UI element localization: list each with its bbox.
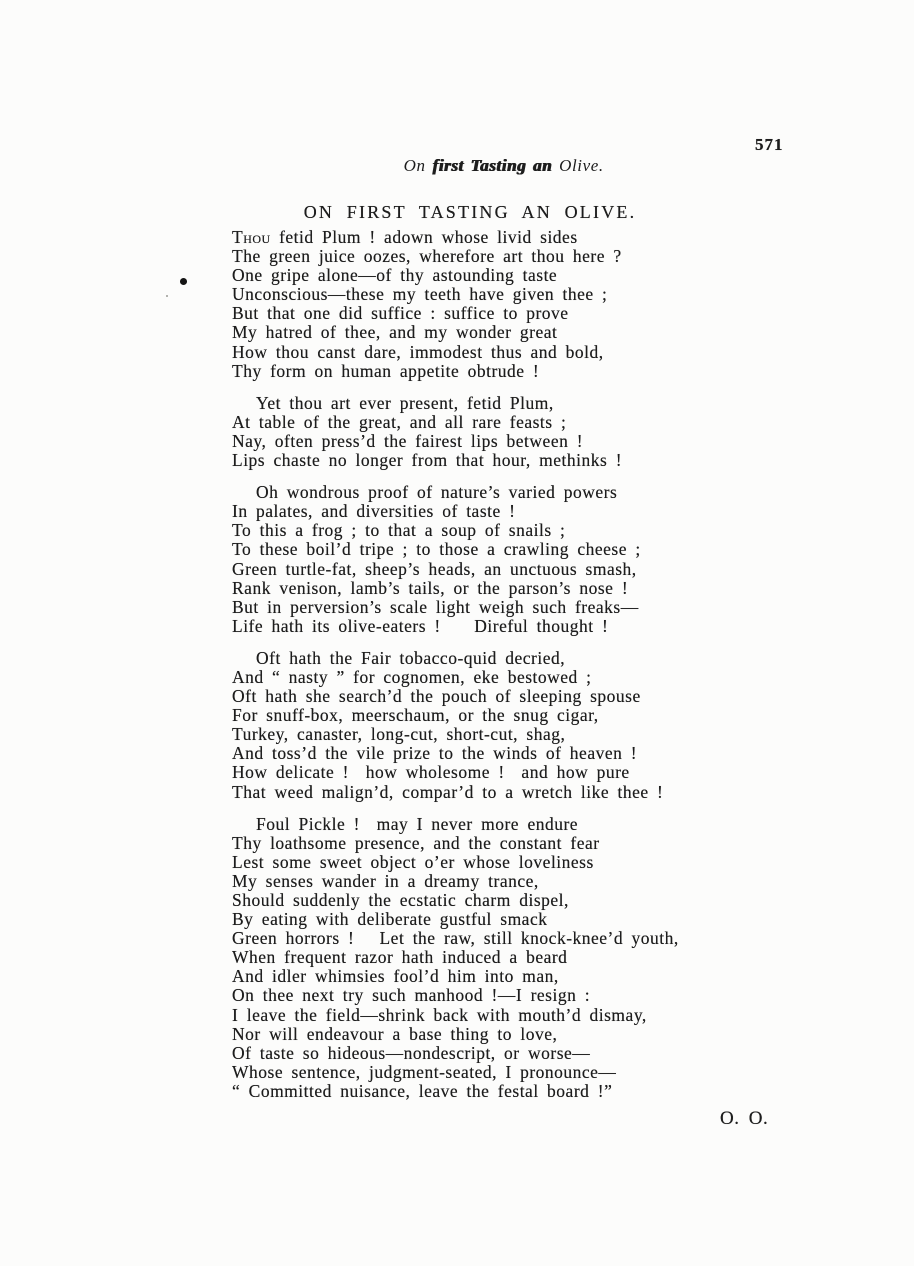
poem-line: At table of the great, and all rare feasts ; bbox=[232, 411, 567, 432]
running-head-pre: On bbox=[403, 156, 433, 175]
poem-line: One gripe alone—of thy astounding taste bbox=[232, 265, 558, 286]
poem-line: Life hath its olive-eaters ! Direful thought ! bbox=[232, 615, 609, 636]
poem-line: How delicate ! how wholesome ! and how pure bbox=[232, 762, 630, 783]
running-head-smeared-text: first Tasting an bbox=[432, 156, 553, 175]
poem-line: How thou canst dare, immodest thus and bold, bbox=[232, 341, 604, 362]
poem-line: When frequent razor hath induced a beard bbox=[232, 947, 568, 968]
stanza bbox=[232, 228, 872, 381]
poem-line: “ Committed nuisance, leave the festal board !” bbox=[232, 1080, 613, 1101]
poem-line: Thy form on human appetite obtrude ! bbox=[232, 360, 540, 381]
poem-line: On thee next try such manhood !—I resign : bbox=[232, 985, 591, 1006]
poem-line: And “ nasty ” for cognomen, eke bestowed ; bbox=[232, 666, 592, 687]
poem-line: But that one did suffice : suffice to prove bbox=[232, 303, 569, 324]
stanza bbox=[232, 815, 872, 1101]
running-head bbox=[230, 136, 750, 196]
poem-line: Unconscious—these my teeth have given thee ; bbox=[232, 284, 608, 305]
stanza bbox=[232, 394, 872, 470]
poem-line: Yet thou art ever present, fetid Plum, bbox=[256, 392, 554, 413]
stanza bbox=[232, 483, 872, 636]
running-head-post: Olive. bbox=[552, 156, 604, 175]
poem-line: Whose sentence, judgment-seated, I pronounce— bbox=[232, 1061, 617, 1082]
poem-line: Oft hath the Fair tobacco-quid decried, bbox=[256, 647, 566, 668]
poem-body bbox=[232, 228, 872, 1101]
poem-line: Green turtle-fat, sheep’s heads, an unctuous smash, bbox=[232, 558, 637, 579]
poem-line: Oft hath she search’d the pouch of sleeping spouse bbox=[232, 686, 641, 707]
poem-line: Nay, often press’d the fairest lips between ! bbox=[232, 430, 584, 451]
poem-line: The green juice oozes, wherefore art thou here ? bbox=[232, 246, 622, 267]
poem-line: That weed malign’d, compar’d to a wretch like thee ! bbox=[232, 781, 664, 802]
poem-line: And idler whimsies fool’d him into man, bbox=[232, 966, 559, 987]
poem-line: Rank venison, lamb’s tails, or the parson’s nose ! bbox=[232, 577, 629, 598]
poem-line: To this a frog ; to that a soup of snails ; bbox=[232, 520, 566, 541]
ink-speck bbox=[166, 295, 168, 297]
poem-line: Nor will endeavour a base thing to love, bbox=[232, 1023, 558, 1044]
page-number: 571 bbox=[755, 135, 784, 154]
poem-line: Oh wondrous proof of nature’s varied powers bbox=[256, 482, 618, 503]
poem-line: For snuff-box, meerschaum, or the snug cigar, bbox=[232, 705, 599, 726]
author-initials: O. O. bbox=[720, 1108, 769, 1129]
poem-line: Lips chaste no longer from that hour, methinks ! bbox=[232, 450, 623, 471]
stanza bbox=[232, 649, 872, 802]
ink-spot bbox=[180, 278, 187, 285]
poem-line: And toss’d the vile prize to the winds of heaven ! bbox=[232, 743, 638, 764]
poem-line: I leave the field—shrink back with mouth’d dismay, bbox=[232, 1004, 647, 1025]
smallcaps-lead-word: Thou bbox=[232, 227, 271, 247]
poem-line: Turkey, canaster, long-cut, short-cut, shag, bbox=[232, 724, 566, 745]
poem-line: But in perversion’s scale light weigh such freaks— bbox=[232, 596, 639, 617]
poem-line: Thy loathsome presence, and the constant fear bbox=[232, 832, 600, 853]
poem-title: ON FIRST TASTING AN OLIVE. bbox=[303, 202, 637, 222]
line-rest: fetid Plum ! adown whose livid sides bbox=[270, 227, 578, 247]
poem-line: In palates, and diversities of taste ! bbox=[232, 501, 516, 522]
poem-line: By eating with deliberate gustful smack bbox=[232, 909, 548, 930]
poem-line: Foul Pickle ! may I never more endure bbox=[256, 813, 579, 834]
poem-line: Green horrors ! Let the raw, still knock-knee’d youth, bbox=[232, 928, 679, 949]
poem-line: Of taste so hideous—nondescript, or worse— bbox=[232, 1042, 591, 1063]
poem-line: To these boil’d tripe ; to those a crawling cheese ; bbox=[232, 539, 641, 560]
poem-line: Lest some sweet object o’er whose loveliness bbox=[232, 851, 594, 872]
poem-line bbox=[232, 228, 872, 247]
poem-line: My hatred of thee, and my wonder great bbox=[232, 322, 558, 343]
poem-line: Should suddenly the ecstatic charm dispel, bbox=[232, 890, 569, 910]
poem-line: My senses wander in a dreamy trance, bbox=[232, 870, 539, 891]
